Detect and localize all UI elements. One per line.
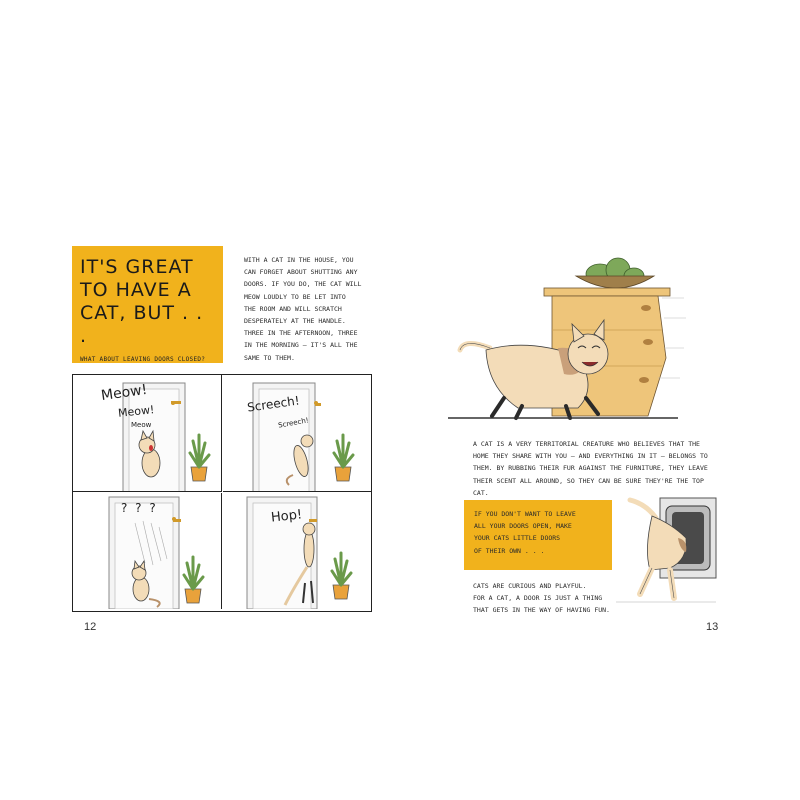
plant-illustration (190, 435, 209, 481)
comic-panel-4 (223, 493, 371, 609)
plant-illustration (332, 553, 351, 599)
sfx-meow-mid: Meow! (117, 403, 155, 420)
comic-panel-3 (73, 493, 222, 609)
comic-strip (72, 374, 372, 612)
sfx-meow-small: Meow (131, 421, 152, 429)
sfx-question-marks: ? ? ? (121, 501, 158, 515)
cactus-bowl-illustration (576, 258, 654, 288)
plant-illustration (334, 435, 353, 481)
plant-illustration (184, 557, 203, 603)
page-number-left: 12 (84, 621, 97, 633)
territory-paragraph: A CAT IS A VERY TERRITORIAL CREATURE WHO BELIEVES THAT THE HOME THEY SHARE WITH YOU – AND EVERYTHING IN IT – BELONGS TO THEM. BY RUBBING THEIR FUR AGAINST THE FURNITURE, THEY LEAVE THEIR SCENT ALL AROUND, SO THEY CAN BE SURE THEY'RE THE TOP CAT. (473, 440, 708, 497)
page-subheadline: WHAT ABOUT LEAVING DOORS CLOSED? (80, 356, 206, 363)
sfx-meow-big: Meow! (100, 381, 149, 405)
tip-text: IF YOU DON'T WANT TO LEAVE ALL YOUR DOORS OPEN, MAKE YOUR CATS LITTLE DOORS OF THEIR OWN . . . (474, 510, 576, 555)
page-number-right: 13 (706, 621, 719, 633)
page-headline: IT'S GREAT TO HAVE A CAT, BUT . . . (80, 256, 204, 347)
curious-paragraph: CATS ARE CURIOUS AND PLAYFUL. FOR A CAT, A DOOR IS JUST A THING THAT GETS IN THE WAY OF HAVING FUN. (473, 582, 610, 615)
intro-paragraph: WITH A CAT IN THE HOUSE, YOU CAN FORGET ABOUT SHUTTING ANY DOORS. IF YOU DO, THE CAT WILL MEOW LOUDLY TO BE LET INTO THE ROOM AND WILL SCRATCH DESPERATELY AT THE HANDLE. THREE IN THE AFTERNOON, THREE IN THE MORNING – IT'S ALL THE SAME TO THEM. (244, 256, 362, 362)
title-box (72, 246, 223, 363)
cat-rubbing-dresser-illustration (448, 238, 688, 424)
sfx-screech-small: Screech! (277, 416, 310, 430)
comic-panel-1 (73, 375, 222, 492)
tip-box (464, 500, 612, 570)
comic-panel-2 (223, 375, 371, 492)
sfx-hop: Hop! (270, 507, 303, 526)
sfx-screech-big: Screech! (246, 393, 301, 415)
